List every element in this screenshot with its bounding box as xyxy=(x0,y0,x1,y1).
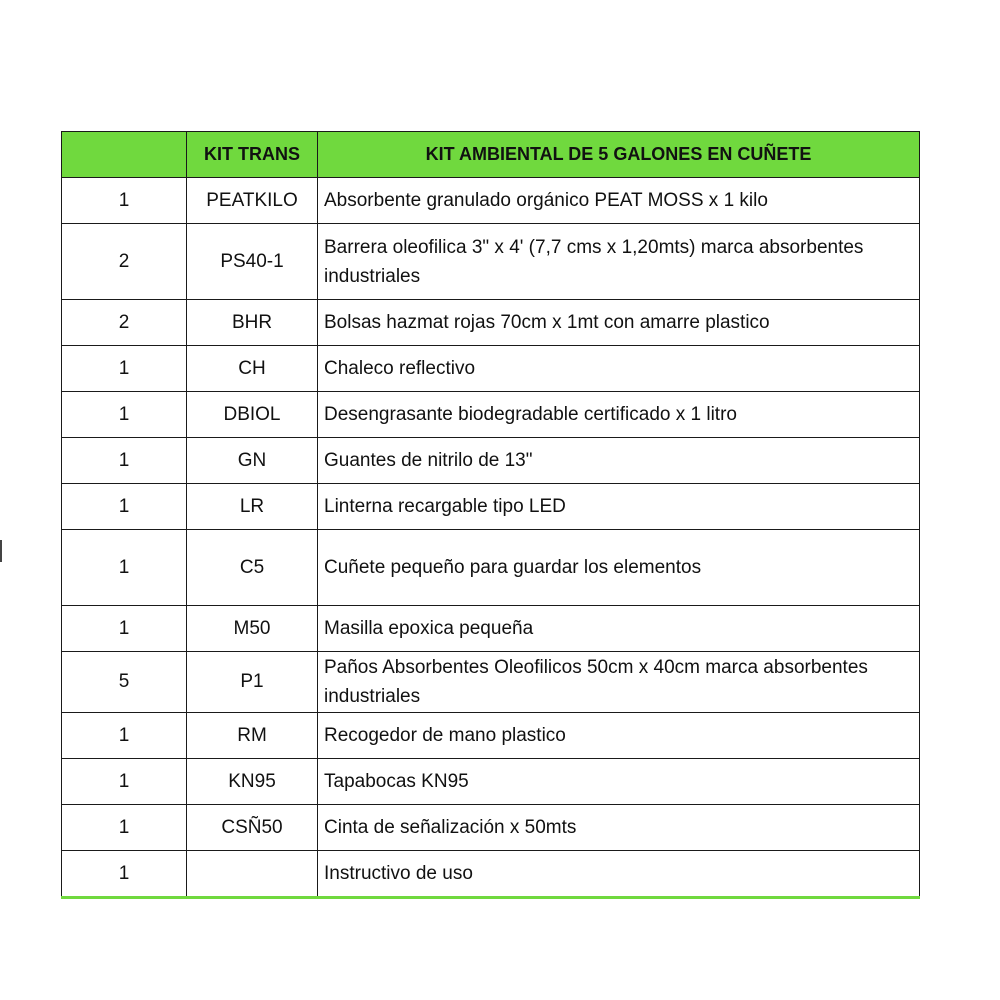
table-row xyxy=(62,606,920,652)
table-row xyxy=(62,652,920,713)
row-code: GN xyxy=(187,438,318,484)
table-header-row xyxy=(62,132,920,178)
row-qty: 1 xyxy=(62,346,187,392)
row-description: Guantes de nitrilo de 13" xyxy=(318,438,920,484)
header-qty xyxy=(62,132,187,178)
row-description: Tapabocas KN95 xyxy=(318,759,920,805)
row-code: RM xyxy=(187,713,318,759)
row-description: Masilla epoxica pequeña xyxy=(318,606,920,652)
table-row xyxy=(62,392,920,438)
row-code: PEATKILO xyxy=(187,178,318,224)
row-code: DBIOL xyxy=(187,392,318,438)
row-qty: 1 xyxy=(62,392,187,438)
table-row xyxy=(62,346,920,392)
row-description: Bolsas hazmat rojas 70cm x 1mt con amarre plastico xyxy=(318,300,920,346)
row-description: Cinta de señalización x 50mts xyxy=(318,805,920,851)
row-description: Chaleco reflectivo xyxy=(318,346,920,392)
table-row xyxy=(62,484,920,530)
row-code: PS40-1 xyxy=(187,224,318,300)
row-qty: 1 xyxy=(62,759,187,805)
row-code: CH xyxy=(187,346,318,392)
row-qty: 1 xyxy=(62,851,187,898)
row-qty: 2 xyxy=(62,300,187,346)
row-qty: 1 xyxy=(62,606,187,652)
row-description: Desengrasante biodegradable certificado x 1 litro xyxy=(318,392,920,438)
row-code: BHR xyxy=(187,300,318,346)
row-qty: 1 xyxy=(62,805,187,851)
row-description: Paños Absorbentes Oleofilicos 50cm x 40cm marca absorbentes industriales xyxy=(318,652,920,713)
row-code: CSÑ50 xyxy=(187,805,318,851)
row-description: Recogedor de mano plastico xyxy=(318,713,920,759)
table-row xyxy=(62,178,920,224)
row-code: P1 xyxy=(187,652,318,713)
header-kit-ambiental: KIT AMBIENTAL DE 5 GALONES EN CUÑETE xyxy=(318,132,920,178)
row-code: KN95 xyxy=(187,759,318,805)
table-row xyxy=(62,851,920,898)
row-qty: 1 xyxy=(62,438,187,484)
table-row xyxy=(62,438,920,484)
row-description: Cuñete pequeño para guardar los elementos xyxy=(318,530,920,606)
table-row xyxy=(62,805,920,851)
table-row xyxy=(62,530,920,606)
table-row xyxy=(62,759,920,805)
row-qty: 1 xyxy=(62,713,187,759)
row-description: Linterna recargable tipo LED xyxy=(318,484,920,530)
table-row xyxy=(62,224,920,300)
table-row xyxy=(62,300,920,346)
row-code: LR xyxy=(187,484,318,530)
row-description: Absorbente granulado orgánico PEAT MOSS x 1 kilo xyxy=(318,178,920,224)
row-description: Instructivo de uso xyxy=(318,851,920,898)
row-qty: 2 xyxy=(62,224,187,300)
row-description: Barrera oleofilica 3" x 4' (7,7 cms x 1,20mts) marca absorbentes industriales xyxy=(318,224,920,300)
table-row xyxy=(62,713,920,759)
row-qty: 1 xyxy=(62,484,187,530)
row-code xyxy=(187,851,318,898)
row-qty: 1 xyxy=(62,530,187,606)
row-code: C5 xyxy=(187,530,318,606)
row-qty: 5 xyxy=(62,652,187,713)
row-code: M50 xyxy=(187,606,318,652)
kit-contents-table xyxy=(61,131,920,899)
header-kit-trans: KIT TRANS xyxy=(187,132,318,178)
edge-mark xyxy=(0,540,2,562)
row-qty: 1 xyxy=(62,178,187,224)
